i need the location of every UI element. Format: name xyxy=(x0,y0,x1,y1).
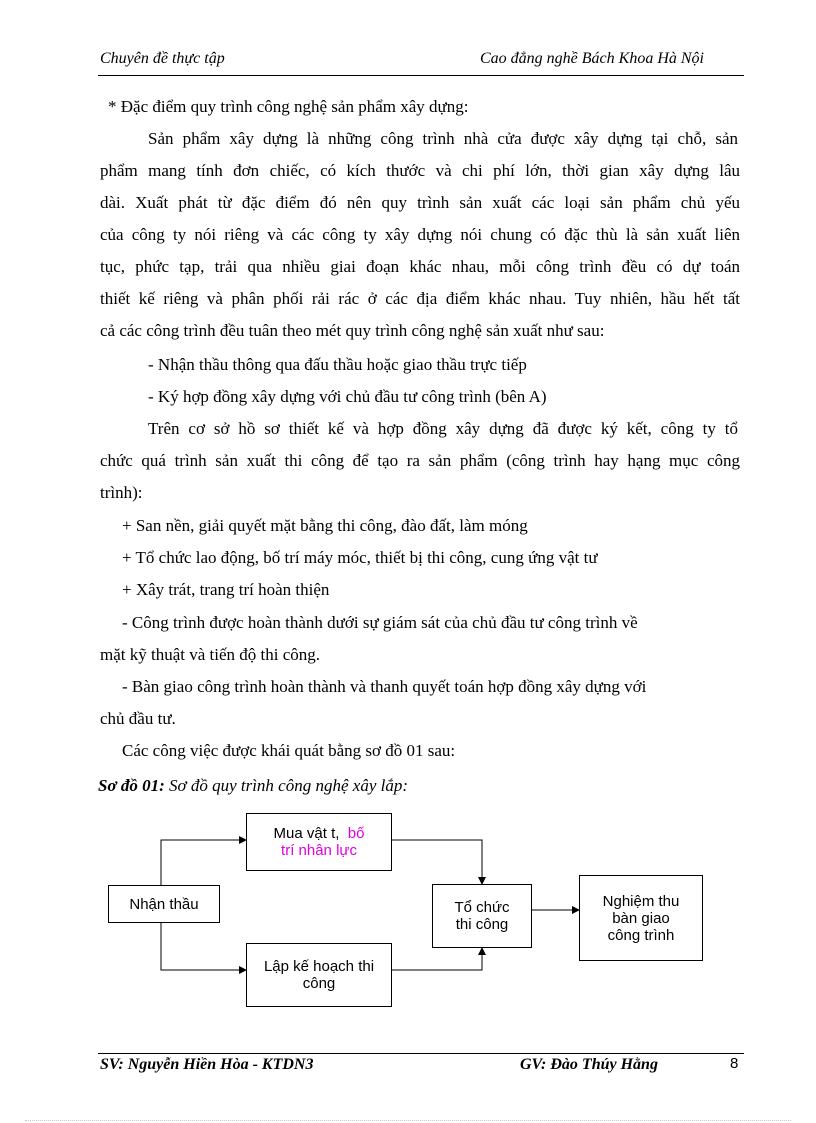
page-number: 8 xyxy=(730,1055,739,1072)
arrow-kehoach-to-tochuc xyxy=(392,948,482,970)
box-lap-ke-hoach-line-2: công xyxy=(302,975,336,992)
box-nghiem-thu xyxy=(579,875,703,961)
box-mua-vat-tu-line-2: trí nhân lực xyxy=(281,842,357,859)
arrow-nhanthau-to-kehoach xyxy=(161,923,246,970)
plus-item-1: + San nền, giải quyết mặt bằng thi công, đào đất, làm móng xyxy=(122,516,528,535)
para2-line-2: chức quá trình sản xuất thi công để tạo ra sản phẩm (công trình hay hạng mục công xyxy=(100,451,740,470)
footer-teacher: GV: Đào Thúy Hằng xyxy=(520,1056,658,1073)
box-to-chuc-line-1: Tổ chức xyxy=(454,899,510,916)
header-left: Chuyên đề thực tập xyxy=(100,50,225,67)
box-mua-vat-tu-text-b: bố xyxy=(347,825,365,842)
bullet-1: - Nhận thầu thông qua đấu thầu hoặc giao thầu trực tiếp xyxy=(148,355,527,374)
plus-item-2: + Tổ chức lao động, bố trí máy móc, thiết bị thi công, cung ứng vật tư xyxy=(122,548,598,567)
box-nhan-thau xyxy=(108,885,220,923)
dash-item-1-line-1: - Công trình được hoàn thành dưới sự giám sát của chủ đầu tư công trình về xyxy=(122,613,638,632)
dash-item-2-line-1: - Bàn giao công trình hoàn thành và thanh quyết toán hợp đồng xây dựng với xyxy=(122,677,647,696)
para1-line-3: dài. Xuất phát từ đặc điểm đó nên quy trình sản xuất các loại sản phẩm chủ yếu xyxy=(100,193,740,212)
dash-item-2-line-2: chủ đầu tư. xyxy=(100,709,176,728)
box-to-chuc-line-2: thi công xyxy=(455,916,509,933)
box-nghiem-thu-line-2: bàn giao xyxy=(612,909,670,927)
para1-line-4: của công ty nói riêng và các công ty xây dựng nói chung có đặc thù là sản xuất liên xyxy=(100,225,740,244)
page-bottom-dotted-line xyxy=(25,1120,791,1121)
arrow-muavattu-to-tochuc xyxy=(392,840,482,884)
para1-line-7: cả các công trình đều tuân theo mét quy trình công nghệ sản xuất như sau: xyxy=(100,321,605,340)
header-right: Cao đẳng nghề Bách Khoa Hà Nội xyxy=(480,50,704,67)
box-nhan-thau-label: Nhận thầu xyxy=(129,895,199,913)
diagram-caption-text: Sơ đồ quy trình công nghệ xây lắp: xyxy=(164,776,408,795)
plus-item-3: + Xây trát, trang trí hoàn thiện xyxy=(122,580,330,599)
para1-line-5: tục, phức tạp, trải qua nhiều giai đoạn khác nhau, mỗi công trình đều có dự toán xyxy=(100,257,740,276)
box-to-chuc-thi-cong xyxy=(432,884,532,948)
box-nghiem-thu-line-3: công trình xyxy=(607,926,675,944)
arrow-nhanthau-to-muavattu xyxy=(161,840,246,885)
footer-student: SV: Nguyễn Hiền Hòa - KTDN3 xyxy=(100,1056,314,1073)
box-mua-vat-tu-line-1 xyxy=(247,825,391,842)
section-heading: * Đặc điểm quy trình công nghệ sản phẩm xây dựng: xyxy=(108,97,469,116)
para1-line-6: thiết kế riêng và phân phối rải rác ở các địa điểm khác nhau. Tuy nhiên, hầu hết tất xyxy=(100,289,740,308)
diagram-intro: Các công việc được khái quát bằng sơ đồ 01 sau: xyxy=(122,741,456,760)
box-lap-ke-hoach-line-1: Lập kế hoạch thi xyxy=(263,958,375,975)
diagram-caption-label: Sơ đồ 01: xyxy=(98,776,165,795)
box-lap-ke-hoach xyxy=(246,943,392,1007)
box-mua-vat-tu-text-a: Mua vật t, xyxy=(273,825,340,842)
footer-divider xyxy=(98,1053,744,1054)
box-mua-vat-tu xyxy=(246,813,392,871)
para1-line-1: Sản phẩm xây dựng là những công trình nhà cửa được xây dựng tại chỗ, sản xyxy=(148,129,738,148)
bullet-2: - Ký hợp đồng xây dựng với chủ đầu tư công trình (bên A) xyxy=(148,387,547,406)
para1-line-2: phẩm mang tính đơn chiếc, có kích thước và chi phí lớn, thời gian xây dựng lâu xyxy=(100,161,740,180)
dash-item-1-line-2: mặt kỹ thuật và tiến độ thi công. xyxy=(100,645,321,664)
box-nghiem-thu-line-1: Nghiệm thu xyxy=(602,892,680,910)
para2-line-1: Trên cơ sở hồ sơ thiết kế và hợp đồng xây dựng đã được ký kết, công ty tổ xyxy=(148,419,738,438)
para2-line-3: trình): xyxy=(100,483,143,502)
